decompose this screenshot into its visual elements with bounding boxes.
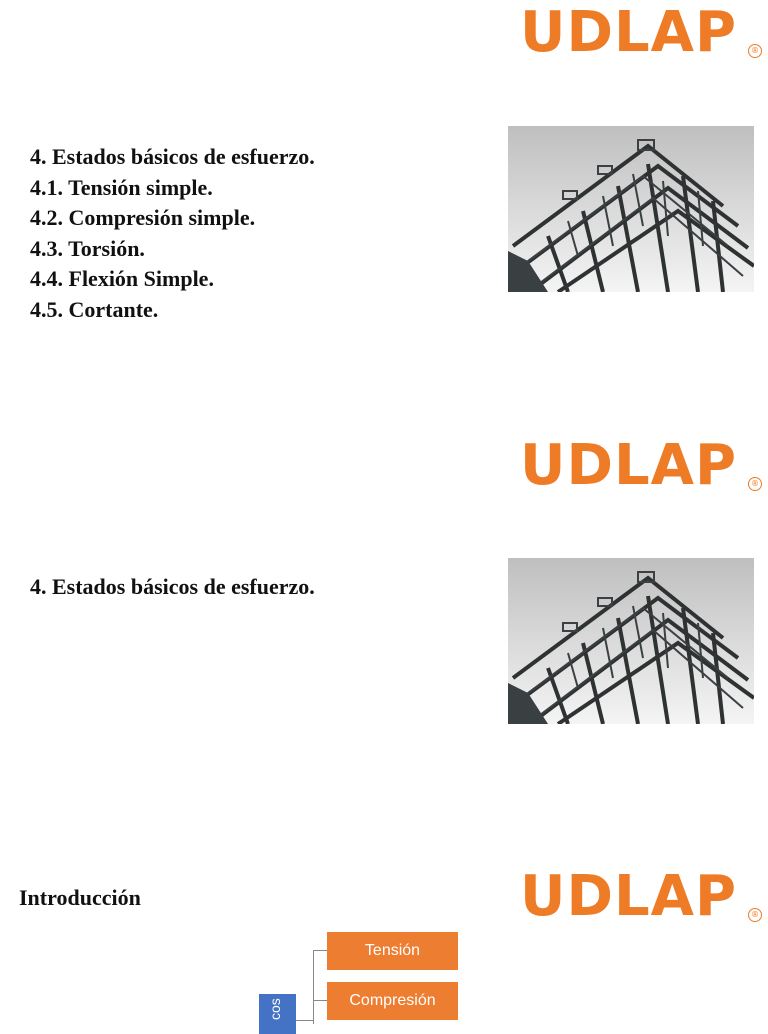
diagram-connector bbox=[296, 1020, 313, 1021]
diagram-node-tension: Tensión bbox=[327, 932, 458, 970]
diagram-connector bbox=[313, 950, 314, 1024]
udlap-logo bbox=[520, 864, 768, 929]
logo-wordmark: UDLAP bbox=[520, 864, 738, 929]
topic-list bbox=[30, 142, 315, 325]
logo-wordmark: UDLAP bbox=[520, 0, 738, 65]
topic-item: 4.4. Flexión Simple. bbox=[30, 266, 214, 291]
diagram-root-node bbox=[259, 994, 296, 1034]
steel-structure-photo bbox=[508, 558, 754, 724]
topic-item: 4.5. Cortante. bbox=[30, 296, 159, 322]
udlap-logo bbox=[520, 433, 768, 498]
section-title: Introducción bbox=[19, 885, 141, 910]
topic-item: 4.2. Compresión simple. bbox=[30, 205, 256, 230]
diagram-node-compresion: Compresión bbox=[327, 982, 458, 1020]
topic-item: 4. Estados básicos de esfuerzo. bbox=[30, 144, 315, 169]
registered-mark: ® bbox=[748, 44, 762, 58]
topic-item: 4.3. Torsión. bbox=[30, 235, 145, 261]
diagram-connector bbox=[313, 950, 327, 951]
registered-mark: ® bbox=[748, 477, 762, 491]
udlap-logo bbox=[520, 0, 768, 65]
logo-wordmark: UDLAP bbox=[520, 433, 738, 498]
topic-item: 4.1. Tensión simple. bbox=[30, 174, 213, 200]
slide-heading: 4. Estados básicos de esfuerzo. bbox=[30, 574, 315, 599]
diagram-connector bbox=[313, 1000, 327, 1001]
registered-mark: ® bbox=[748, 908, 762, 922]
diagram-root-label: cos bbox=[267, 998, 283, 1020]
steel-structure-photo bbox=[508, 126, 754, 292]
